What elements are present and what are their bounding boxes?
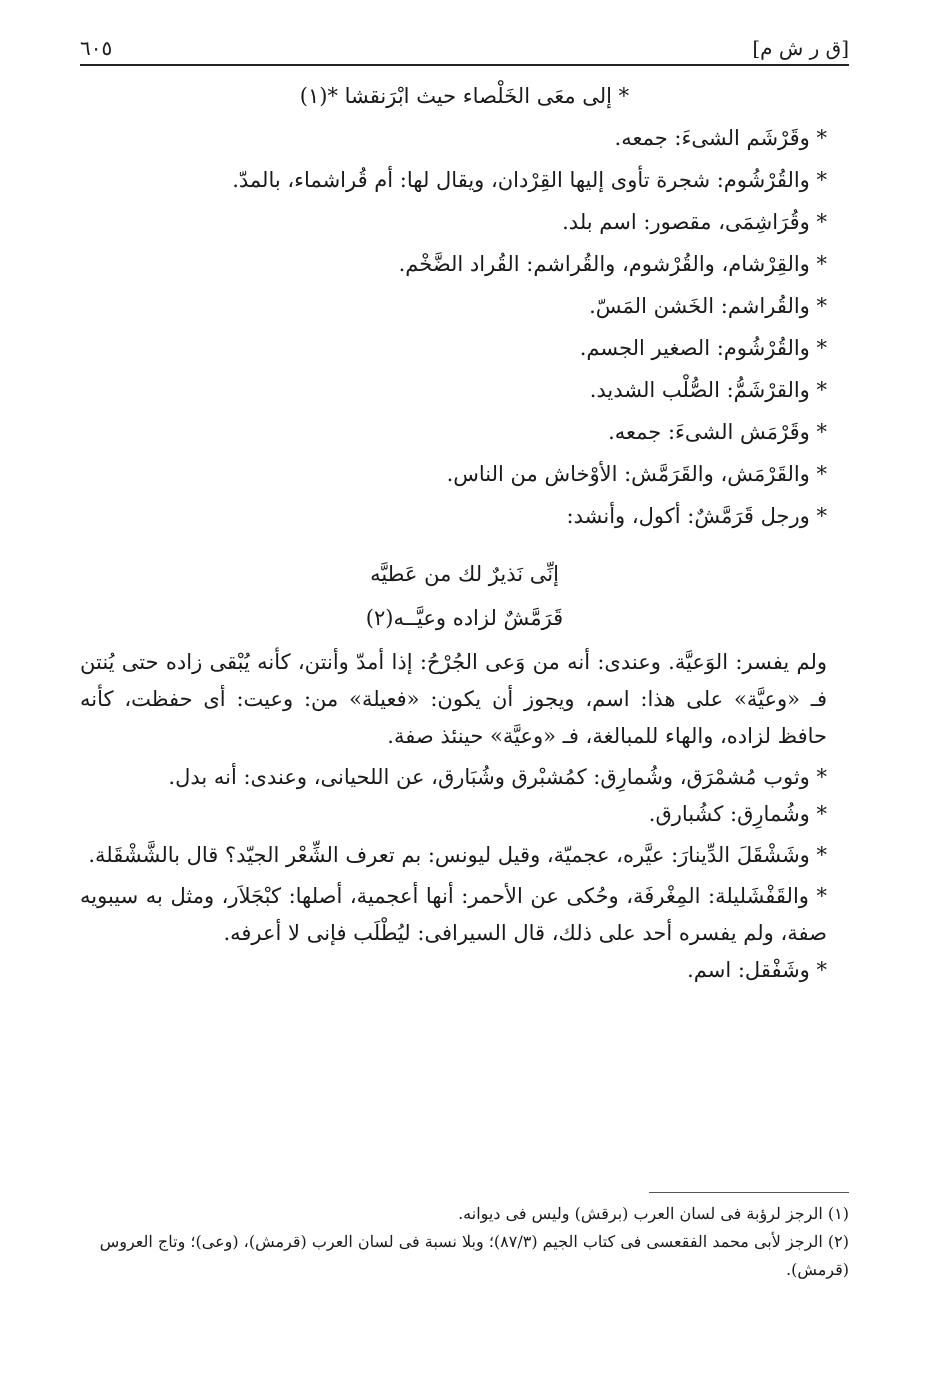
paragraph: * والقَفْشَليلة: المِغْرفَة، وحُكى عن الأحمر: أنها أعجمية، أصلها: كبْجَلاَر، ومثل به سيبويه صفة، ولم يفسره أحد على ذلك، قال السيرافى: ليُطْلَب فإنى لا أعرفه. <box>80 884 827 945</box>
entry-line: * ورجل قَرَمَّشٌ: أكول، وأنشد: <box>566 504 827 528</box>
poem-verse: إنِّى نَذيرٌ لك من عَطيَّه <box>370 562 559 586</box>
paragraph: * وشُمارِق: كشُبارق. <box>648 802 827 826</box>
footnote: (٢) الرجز لأبى محمد الفقعسى فى كتاب الجيم (٨٧/٣)؛ وبلا نسبة فى لسان العرب (قرمش)، (وعى)؛ وتاج العروس (قرمش). <box>99 1232 849 1279</box>
page-number: ٦٠٥ <box>80 36 113 60</box>
entry-line: * والقرْشَمُّ: الصُّلْب الشديد. <box>589 378 827 402</box>
entry-line: * والقُراشم: الخَشن المَسّ. <box>589 294 827 318</box>
entry-line: * وقَرْشَم الشىءَ: جمعه. <box>614 126 827 150</box>
paragraph: * وشَشْقَلَ الدِّينارَ: عيَّره، عجميّة، وقيل ليونس: بم تعرف الشِّعْر الجيّد؟ قال بالشَّشْقَلة. <box>88 843 827 867</box>
paragraph: ولم يفسر: الوَعيَّة. وعندى: أنه من وَعى الجُرْحُ: إذا أمدّ وأنتن، كأنه يُبْقى زاده حتى يُنتن فـ «وعيَّة» على هذا: اسم، ويجوز أن يكون: «فعيلة» من: وعيت: أى حفظت، كأنه حافظ لزاده، والهاء للمبالغة، فـ «وعيَّة» حينئذ صفة. <box>80 650 827 748</box>
header-rule <box>80 64 849 66</box>
paragraph: * وثوب مُشمْرَق، وشُمارِق: كمُشبْرق وشُبَارق، عن اللحيانى، وعندى: أنه بدل. <box>168 765 827 789</box>
entry-line: * وقُرَاشِمَى، مقصور: اسم بلد. <box>562 210 827 234</box>
footnote: (١) الرجز لرؤبة فى لسان العرب (برقش) وليس فى ديوانه. <box>458 1204 849 1223</box>
page-header <box>80 24 849 60</box>
entry-line: * والقَرْمَش، والقَرَمَّش: الأوْخاش من الناس. <box>446 462 827 486</box>
entry-line: * والقِرْشام، والقُرْشوم، والقُراشم: القُراد الضَّخْم. <box>398 252 827 276</box>
poem-verse: قَرَمَّشٌ لزاده وعيَّــه(٢) <box>365 606 564 630</box>
entry-line: * والقُرْشُوم: شجرة تأوى إليها القِرْدان، ويقال لها: أم قُراشماء، بالمدّ. <box>232 168 827 192</box>
main-text <box>80 72 849 989</box>
verse-line: * إلى معَى الخَلْصاء حيث ابْرَنقشا *(١) <box>299 84 630 108</box>
footnotes <box>80 1200 849 1284</box>
root-letters: [ق ر ش م] <box>752 36 849 60</box>
entry-line: * والقُرْشُوم: الصغير الجسم. <box>579 336 827 360</box>
entry-line: * وقَرْمَش الشىءَ: جمعه. <box>608 420 827 444</box>
paragraph: * وشَفْقل: اسم. <box>687 958 827 982</box>
footnote-rule <box>649 1192 849 1193</box>
